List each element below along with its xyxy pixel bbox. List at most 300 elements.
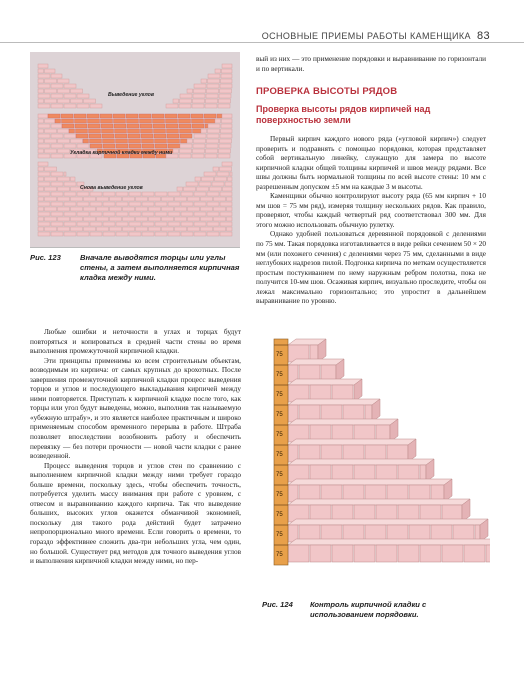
brick (58, 129, 70, 133)
right-text-continuation (256, 55, 486, 74)
brick (221, 74, 232, 78)
brick (142, 144, 154, 148)
brick (51, 182, 63, 186)
brick (222, 69, 233, 73)
brick (38, 129, 44, 133)
brick (103, 202, 115, 206)
brick (220, 222, 232, 226)
brick (205, 104, 217, 108)
brick (420, 545, 441, 562)
brick-top-face (288, 399, 380, 405)
stage-label-corners-again: Снова выведение углов (80, 185, 143, 191)
figure-number: Рис. 123 (30, 253, 61, 262)
brick (217, 172, 229, 176)
brick (181, 212, 193, 216)
brick (152, 114, 164, 118)
brick (201, 207, 213, 211)
brick (38, 79, 44, 83)
caption-text: Контроль кирпичной кладки с использованием порядовки. (310, 600, 427, 619)
brick (168, 222, 180, 226)
brick (168, 144, 180, 148)
brick (168, 139, 180, 143)
brick (38, 182, 50, 186)
brick (90, 144, 102, 148)
figure-123 (30, 52, 240, 248)
brick (214, 217, 226, 221)
brick (153, 124, 165, 128)
brick-top-face (288, 379, 362, 385)
brick (205, 124, 208, 128)
brick (140, 124, 152, 128)
brick (181, 222, 193, 226)
brick (180, 129, 192, 133)
brick (168, 202, 180, 206)
brick (154, 134, 166, 138)
brick (136, 197, 148, 201)
running-header (262, 30, 490, 42)
brick (38, 94, 50, 98)
brick (89, 134, 101, 138)
brick (193, 99, 205, 103)
brick (110, 217, 122, 221)
brick (103, 212, 115, 216)
brick (194, 232, 206, 236)
brick (110, 227, 122, 231)
brick-top-face (288, 499, 470, 505)
brick-top-face (288, 359, 344, 365)
brick (141, 134, 153, 138)
brick (128, 129, 140, 133)
brick (87, 114, 99, 118)
brick (45, 217, 57, 221)
brick (84, 207, 96, 211)
brick (208, 129, 220, 133)
brick (155, 212, 167, 216)
brick (90, 202, 102, 206)
brick (84, 99, 96, 103)
brick (220, 192, 232, 196)
brick (71, 197, 83, 201)
brick (166, 119, 178, 123)
brick (48, 114, 60, 118)
brick (77, 94, 89, 98)
brick-top-face (288, 419, 398, 425)
brick (207, 139, 219, 143)
brick (58, 227, 70, 231)
brick (129, 232, 141, 236)
brick (58, 139, 70, 143)
brick (58, 197, 70, 201)
brick (162, 217, 174, 221)
brick (155, 192, 167, 196)
brick (193, 144, 205, 148)
brick (180, 149, 192, 153)
brick (208, 79, 220, 83)
brick (45, 119, 56, 123)
brick (64, 212, 76, 216)
brick (210, 187, 222, 191)
brick (219, 149, 231, 153)
brick (179, 104, 191, 108)
brick (116, 222, 128, 226)
brick (214, 207, 226, 211)
brick (142, 232, 154, 236)
brick (129, 212, 141, 216)
brick (206, 99, 218, 103)
brick (207, 202, 219, 206)
brick (192, 124, 204, 128)
brick (90, 192, 102, 196)
brick (45, 187, 57, 191)
gauge-mark-label: 75 (276, 492, 283, 498)
brick (167, 134, 179, 138)
brick (129, 202, 141, 206)
brick (84, 227, 96, 231)
brick (77, 192, 89, 196)
brick (38, 144, 50, 148)
brick (142, 139, 154, 143)
stage-label-corners: Выведение углов (108, 92, 154, 98)
brick (205, 154, 217, 158)
brick (51, 144, 63, 148)
brick (167, 129, 179, 133)
brick (115, 134, 127, 138)
brick (38, 69, 44, 73)
brick (140, 119, 152, 123)
brick (38, 232, 50, 236)
paragraph: Любые ошибки и неточности в углах и торцах будут повторяться и копироваться в средней части стены во время выполнения промежуточной кирпичной кладки. (30, 328, 241, 356)
brick (38, 217, 44, 221)
gauge-mark-label: 75 (276, 432, 283, 438)
brick (38, 149, 44, 153)
brick (38, 222, 50, 226)
brick (71, 217, 83, 221)
brick (100, 114, 112, 118)
brick (207, 84, 219, 88)
brick (84, 217, 96, 221)
brick (97, 207, 109, 211)
brick (38, 139, 44, 143)
gauge-mark-label: 75 (276, 412, 283, 418)
header-rule (0, 42, 524, 43)
brick (128, 134, 140, 138)
brick (206, 149, 218, 153)
brick (222, 162, 232, 166)
brick (207, 134, 219, 138)
stage-label-infill: Укладка кирпичной кладки между ними (70, 150, 173, 156)
brick (179, 119, 191, 123)
brick (194, 134, 206, 138)
brick (129, 192, 141, 196)
brick (180, 99, 192, 103)
brick-top-face (288, 519, 488, 525)
brick (166, 104, 178, 108)
brick (227, 207, 233, 211)
brick (116, 192, 128, 196)
brick (127, 119, 139, 123)
brick-top-face (288, 459, 434, 465)
brick (201, 79, 207, 83)
brick (139, 114, 151, 118)
brick (207, 192, 219, 196)
brick (103, 222, 115, 226)
brick (77, 104, 89, 108)
brick (51, 232, 63, 236)
brick (64, 94, 76, 98)
brick (142, 212, 154, 216)
brick (38, 99, 44, 103)
brick (310, 545, 331, 562)
paragraph: Процесс выведения торцов и углов стен по сравнению с выполнением кирпичной кладки между ними требует гораздо больше времени, поскольку здесь, чтобы обеспечить точность, потребуется уделить массу внимания при работе с уровнем, с отвесом и выравниванию каждого кирпича. Так что выведение больших, высоких углов окажется обманчивой экономией, поскольку для такого рода действий будет затрачено непропорционально много времени. Если говорить о времени, то гораздо эффективнее сложить два-три небольших угла, чем один, но большой. Существует ряд методов для точного выведения углов и выполнения кирпичной кладки между ними, но пер- (30, 461, 241, 566)
brick (129, 222, 141, 226)
brick (173, 99, 179, 103)
brick (110, 207, 122, 211)
brick (51, 202, 63, 206)
figure-123-caption (30, 253, 240, 283)
brick (221, 79, 233, 83)
brick (181, 202, 193, 206)
brick (162, 207, 174, 211)
paragraph: вый из них — это применение порядовки и выравнивание по горизонтали и по вертикали. (256, 55, 486, 73)
brick (38, 187, 44, 191)
brick-top-face (288, 539, 490, 545)
gauge-mark-label: 75 (276, 392, 283, 398)
brick (90, 222, 102, 226)
brick (227, 227, 233, 231)
brick (88, 124, 100, 128)
brick (149, 197, 161, 201)
brick (38, 197, 44, 201)
brick (219, 94, 231, 98)
brick (75, 124, 87, 128)
brick (162, 197, 174, 201)
brick (206, 144, 218, 148)
brick (126, 114, 138, 118)
figure-number: Рис. 124 (262, 600, 293, 609)
brick (201, 197, 213, 201)
brick (208, 74, 220, 78)
brick (101, 119, 113, 123)
brick (51, 192, 63, 196)
caption-text: Вначале выводятся торцы или углы стены, а затем выполняется кирпичная кладка между ними. (80, 253, 240, 282)
brick (220, 139, 232, 143)
brick (223, 187, 233, 191)
brick (64, 84, 76, 88)
brick (71, 89, 83, 93)
brick (90, 212, 102, 216)
brick (219, 99, 231, 103)
brick (175, 197, 187, 201)
brick (90, 104, 102, 108)
brick (228, 177, 233, 181)
brick (45, 167, 57, 171)
brick (74, 114, 86, 118)
brick (199, 182, 211, 186)
brick (193, 94, 205, 98)
brick (204, 114, 216, 118)
brick (213, 167, 219, 171)
brick (77, 202, 89, 206)
brick (155, 222, 167, 226)
brick (64, 144, 76, 148)
brick (51, 222, 63, 226)
brick (114, 119, 126, 123)
brick (97, 217, 109, 221)
brick (207, 212, 219, 216)
brick (181, 139, 188, 143)
brick (215, 177, 227, 181)
brick (71, 177, 76, 181)
brick (187, 89, 193, 93)
brick (38, 114, 48, 118)
brick (354, 545, 375, 562)
paragraph: Первый кирпич каждого нового ряда («угловой кирпич») следует проверить и подравнять с помощью порядовки, которая представляет собой вертикальную линейку, служащую для замера по высоте кирпичной кладки общей толщины кирпичей и швов между рядами. Все швы должны быть нормальной толщины по всей высоте стены: 10 мм с разрешенным допуском ±5 мм на каждые 3 м высоты. (256, 135, 486, 191)
brick (175, 207, 187, 211)
brick (220, 84, 232, 88)
brick (486, 545, 490, 562)
brick (181, 232, 193, 236)
brick (38, 177, 44, 181)
brick (123, 217, 135, 221)
brick (38, 212, 50, 216)
brick (51, 124, 62, 128)
brick (38, 104, 50, 108)
brick (162, 227, 174, 231)
brick (149, 207, 161, 211)
brick (178, 114, 190, 118)
brick (195, 177, 201, 181)
brick (38, 119, 44, 123)
brick (58, 149, 70, 153)
brick (71, 227, 83, 231)
brick (218, 104, 230, 108)
brick (38, 207, 44, 211)
brick (220, 167, 232, 171)
brick (58, 177, 70, 181)
brick (180, 144, 192, 148)
brick (215, 119, 221, 123)
brick (116, 139, 128, 143)
brick (376, 545, 397, 562)
brick (51, 212, 63, 216)
brick (175, 227, 187, 231)
brick (168, 192, 180, 196)
brick (64, 192, 76, 196)
brick (116, 144, 128, 148)
brick (155, 144, 167, 148)
brick (123, 197, 135, 201)
brick (58, 187, 70, 191)
gauge-mark-label: 75 (276, 472, 283, 478)
brick (58, 99, 70, 103)
brick (103, 144, 115, 148)
brick (123, 227, 135, 231)
brick (179, 154, 191, 158)
brick (116, 212, 128, 216)
brick (76, 134, 88, 138)
brick (97, 227, 109, 231)
brick (222, 119, 233, 123)
brick (62, 124, 74, 128)
brick (225, 182, 232, 186)
gauge-mark-label: 75 (276, 372, 283, 378)
brick (38, 134, 50, 138)
brick (188, 207, 200, 211)
brick (51, 104, 63, 108)
brick (464, 545, 485, 562)
brick (205, 119, 216, 123)
brick (220, 232, 232, 236)
header-title: ОСНОВНЫЕ ПРИЕМЫ РАБОТЫ КАМЕНЩИКА (261, 31, 471, 41)
brick (188, 197, 200, 201)
brick (165, 114, 177, 118)
brick (38, 154, 50, 158)
left-text-column (30, 328, 241, 567)
brick (221, 124, 232, 128)
brick (77, 222, 89, 226)
brick (114, 124, 126, 128)
brick (127, 124, 139, 128)
brick (102, 134, 114, 138)
brick (45, 99, 57, 103)
brick (38, 89, 44, 93)
brick (220, 202, 232, 206)
brick (115, 129, 127, 133)
brick (64, 182, 76, 186)
brick (45, 69, 56, 73)
brick (153, 119, 165, 123)
brick (207, 222, 219, 226)
brick (180, 94, 192, 98)
brick (193, 149, 205, 153)
brick (173, 149, 179, 153)
brick (155, 232, 167, 236)
gauge-mark-label: 75 (276, 552, 283, 558)
brick (76, 129, 88, 133)
brick (191, 114, 203, 118)
brick (142, 192, 154, 196)
figure-124 (262, 335, 490, 597)
brick (154, 129, 166, 133)
brick (123, 207, 135, 211)
brick (149, 217, 161, 221)
brick (193, 129, 202, 133)
brick (220, 212, 232, 216)
brick (227, 217, 233, 221)
paragraph: Каменщики обычно контролируют высоту ряда (65 мм кирпич + 10 мм шов = 75 мм ряд), измеряя толщину нескольких рядов. Как правило, проверяют, чтобы каждый четвертый ряд соответствовал 300 мм. Для этого можно использовать обычную рулетку. (256, 192, 486, 229)
brick (201, 227, 213, 231)
section-heading: ПРОВЕРКА ВЫСОТЫ РЯДОВ (256, 86, 398, 97)
brick (88, 119, 100, 123)
brick (194, 139, 206, 143)
page-number: 83 (476, 30, 490, 42)
brick (64, 232, 76, 236)
brick (64, 172, 66, 176)
brick (58, 89, 70, 93)
brick (51, 172, 63, 176)
brick (38, 124, 50, 128)
brick (38, 162, 48, 166)
brick (194, 222, 206, 226)
brick (149, 227, 161, 231)
brick (136, 217, 148, 221)
brick (69, 129, 75, 133)
brick (179, 124, 191, 128)
right-text-column (256, 135, 486, 307)
brick (288, 545, 309, 562)
brick (222, 114, 232, 118)
brick (230, 172, 232, 176)
